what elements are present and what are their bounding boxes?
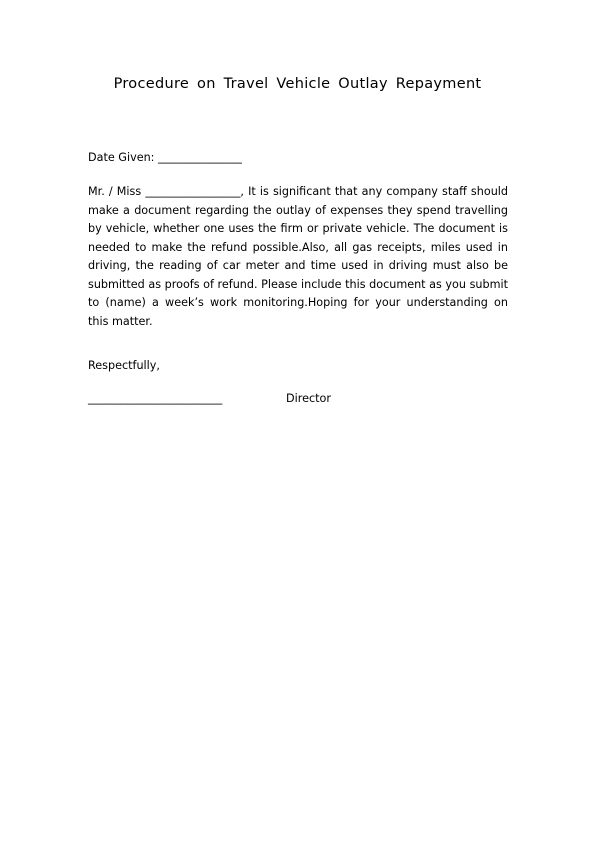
- body-paragraph: Mr. / Miss _________________, It is significant that any company staff should make a document regarding the outlay of expenses they spend travelling by vehicle, whether one uses the firm or private vehicle. The document is needed to make the refund possible.Also, all gas receipts, miles used in driving, the reading of car meter and time used in driving must also be submitted as proofs of refund. Please include this document as you submit to (name) a week’s work monitoring.Hoping for your understanding on this matter.: [88, 185, 508, 328]
- document-title: Procedure on Travel Vehicle Outlay Repayment: [113, 76, 482, 92]
- closing-text: Respectfully,: [88, 359, 160, 372]
- date-given-line: Date Given: _______________: [88, 151, 242, 164]
- signature-line: ________________________: [88, 392, 223, 405]
- signature-title: Director: [286, 392, 331, 405]
